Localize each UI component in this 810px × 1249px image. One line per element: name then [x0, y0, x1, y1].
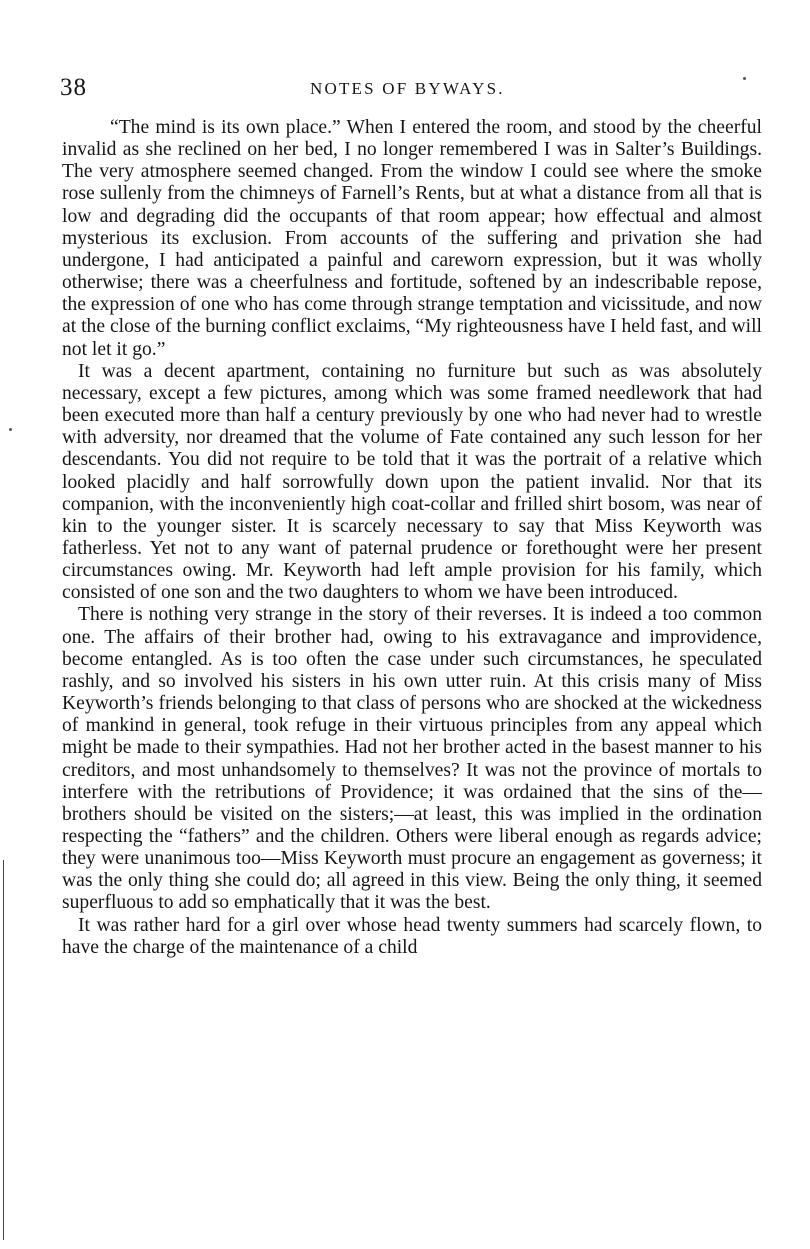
paragraph: “The mind is its own place.” When I entered the room, and stood by the cheerful invalid as she reclined on her bed, I no longer remembered I was in Salter’s Buildings. The very atmosphere seemed changed. From the window I could see where the smoke rose sullenly from the chimneys of Farnell’s Rents, but at what a distance from all that is low and degrading did the occupants of that room appear; how effectual and almost mysterious its exclusion. From accounts of the suffering and privation she had undergone, I had anticipated a painful and careworn expression, but it was wholly otherwise; there was a cheerfulness and fortitude, softened by an indescribable repose, the expression of one who has come through strange temptation and vicissitude, and now at the close of the burning conflict exclaims, “My righteousness have I held fast, and will not let it go.”: [62, 117, 762, 360]
scan-edge-line: [3, 860, 4, 1240]
page-header: [60, 74, 770, 104]
paragraph: It was rather hard for a girl over whose head twenty summers had scarcely flown, to have the charge of the maintenance of a child: [62, 914, 762, 958]
scan-speck: [9, 428, 12, 431]
paragraph: It was a decent apartment, containing no furniture but such as was absolutely necessary, except a few pictures, among which was some framed needlework that had been executed more than half a century previously by one who had never had to wrestle with adversity, nor dreamed that the volume of Fate contained any such lesson for her descendants. You did not require to be told that it was the portrait of a relative which looked placidly and half sorrowfully down upon the patient invalid. Nor that its companion, with the inconveniently high coat-collar and frilled shirt bosom, was near of kin to the younger sister. It is scarcely necessary to say that Miss Keyworth was fatherless. Yet not to any want of paternal prudence or forethought were her present circumstances owing. Mr. Keyworth had left ample provision for his family, which consisted of one son and the two daughters to whom we have been introduced.: [62, 360, 762, 604]
running-head: NOTES OF BYWAYS.: [310, 79, 505, 98]
paragraph: There is nothing very strange in the story of their reverses. It is indeed a too common one. The affairs of their brother had, owing to his extravagance and improvidence, become entangled. As is too often the case under such circumstances, he speculated rashly, and so involved his sisters in his own utter ruin. At this crisis many of Miss Keyworth’s friends belonging to that class of persons who are shocked at the wickedness of mankind in general, took refuge in their virtuous principles from any appeal which might be made to their sympathies. Had not her brother acted in the basest manner to his creditors, and most unhandsomely to themselves? It was not the province of mortals to interfere with the retributions of Providence; it was ordained that the sins of the—brothers should be visited on the sisters;—at least, this was implied in the ordination respecting the “fathers” and the children. Others were liberal enough as regards advice; they were unanimous too—Miss Keyworth must procure an engagement as governess; it was the only thing she could do; all agreed in this view. Being the only thing, it seemed superfluous to add so emphatically that it was the best.: [62, 604, 762, 914]
page-number: 38: [60, 74, 87, 101]
body-text: [62, 117, 762, 959]
scan-speck: [743, 77, 746, 80]
